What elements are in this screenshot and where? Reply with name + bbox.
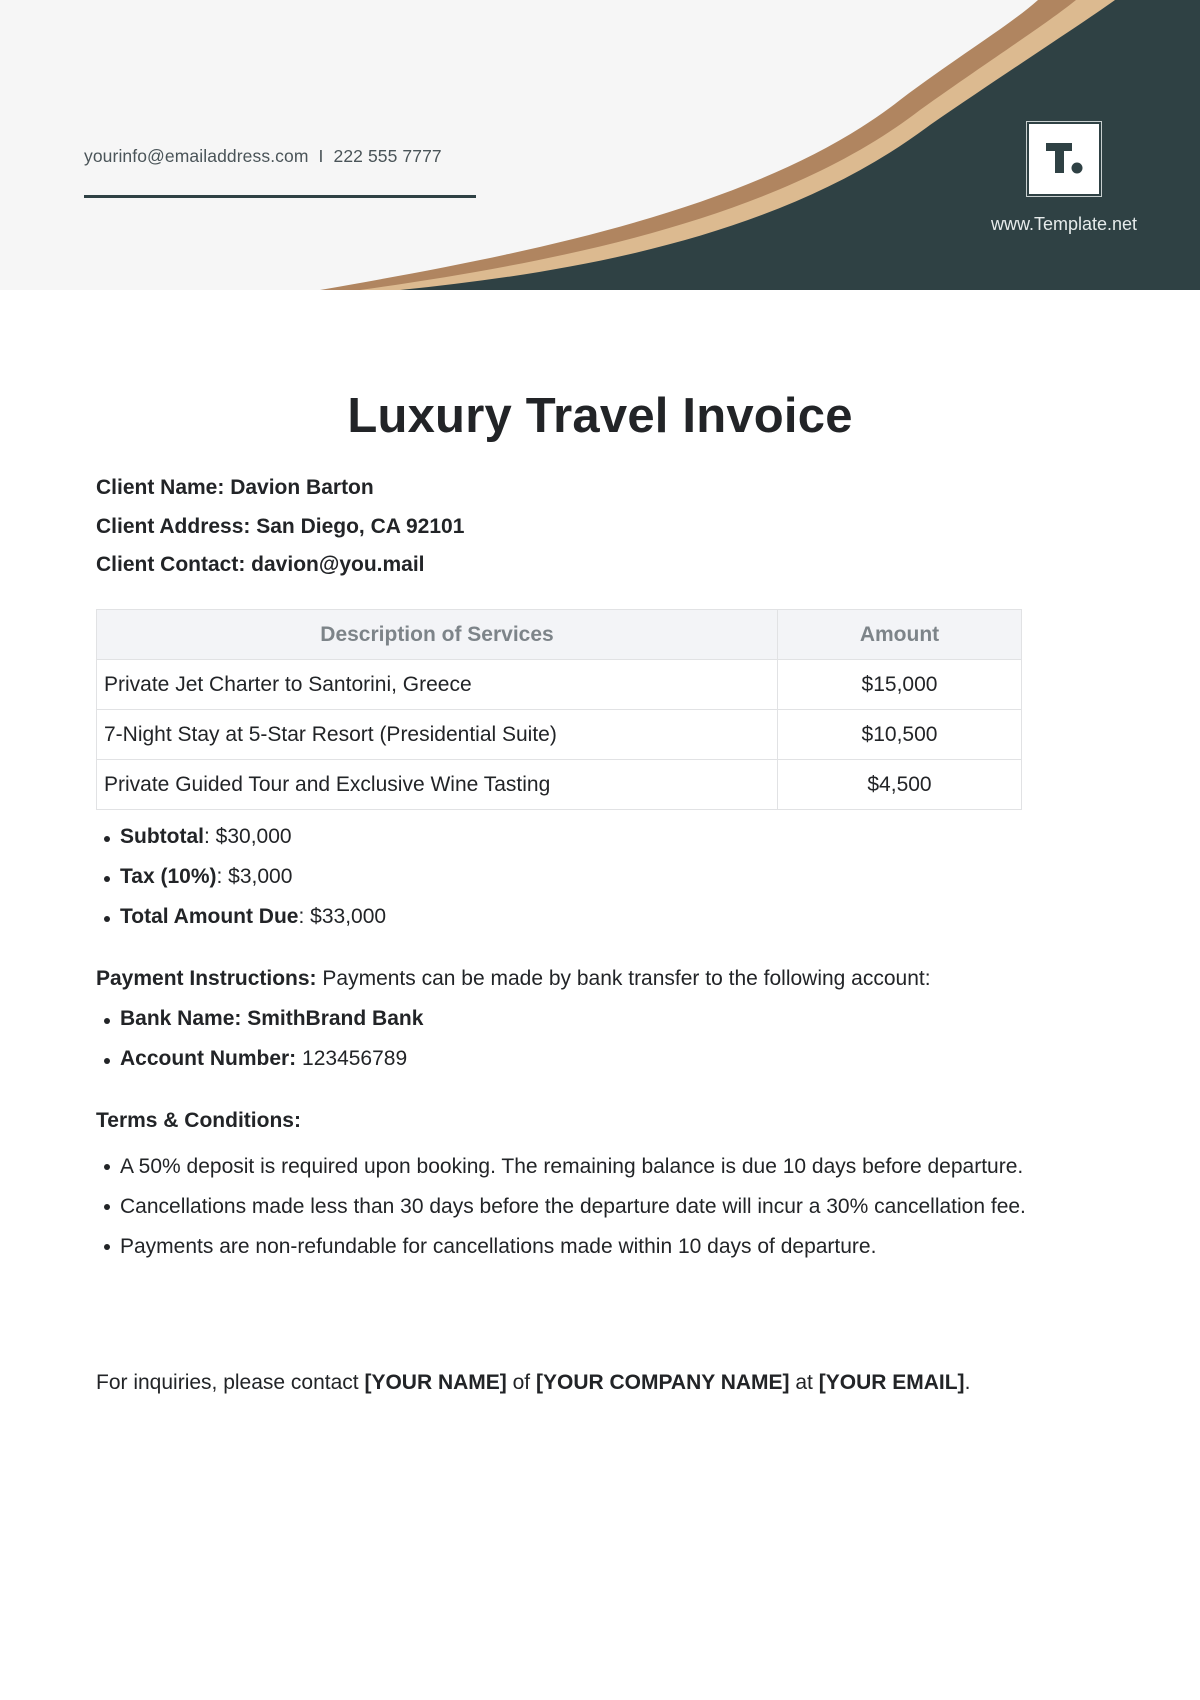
service-description: Private Jet Charter to Santorini, Greece	[97, 660, 778, 710]
bank-name-item: Bank Name: SmithBrand Bank	[102, 1005, 423, 1045]
contact-separator: I	[318, 146, 324, 166]
table-row	[97, 660, 1022, 710]
contact-info	[84, 146, 442, 167]
client-details	[96, 474, 464, 590]
terms-list	[102, 1147, 1074, 1267]
column-header-description: Description of Services	[97, 610, 778, 660]
services-table	[96, 609, 1022, 810]
table-header-row	[97, 610, 1022, 660]
placeholder-email: [YOUR EMAIL]	[818, 1371, 965, 1394]
totals-list	[102, 823, 386, 943]
contact-phone: 222 555 7777	[333, 146, 442, 166]
service-description: Private Guided Tour and Exclusive Wine Tasting	[97, 760, 778, 810]
payment-label: Payment Instructions:	[96, 967, 317, 990]
column-header-amount: Amount	[778, 610, 1022, 660]
service-amount: $4,500	[778, 760, 1022, 810]
total-due-item: Total Amount Due: $33,000	[102, 903, 386, 943]
placeholder-your-name: [YOUR NAME]	[364, 1371, 507, 1394]
table-row	[97, 710, 1022, 760]
contact-divider	[84, 195, 476, 198]
inquiries-note: For inquiries, please contact [YOUR NAME] of [YOUR COMPANY NAME] at [YOUR EMAIL].	[96, 1371, 971, 1394]
tax-item: Tax (10%): $3,000	[102, 863, 386, 903]
placeholder-company-name: [YOUR COMPANY NAME]	[535, 1371, 790, 1394]
client-contact: Client Contact: davion@you.mail	[96, 553, 425, 576]
client-name: Client Name: Davion Barton	[96, 476, 374, 499]
service-description: 7-Night Stay at 5-Star Resort (Presidential Suite)	[97, 710, 778, 760]
terms-item: Cancellations made less than 30 days before the departure date will incur a 30% cancellation fee.	[102, 1187, 1074, 1227]
company-logo	[1026, 121, 1102, 197]
contact-email: yourinfo@emailaddress.com	[84, 146, 309, 166]
service-amount: $15,000	[778, 660, 1022, 710]
table-row	[97, 760, 1022, 810]
website-url: www.Template.net	[990, 214, 1138, 234]
terms-heading: Terms & Conditions:	[96, 1109, 301, 1132]
decorative-wave	[0, 0, 1200, 290]
letterhead	[0, 0, 1200, 290]
payment-text: Payments can be made by bank transfer to the following account:	[322, 967, 931, 990]
subtotal-item: Subtotal: $30,000	[102, 823, 386, 863]
terms-item: A 50% deposit is required upon booking. The remaining balance is due 10 days before departure.	[102, 1147, 1074, 1187]
page-title: Luxury Travel Invoice	[347, 389, 853, 443]
bank-details-list	[102, 1005, 423, 1085]
client-address: Client Address: San Diego, CA 92101	[96, 514, 465, 538]
terms-item: Payments are non-refundable for cancellations made within 10 days of departure.	[102, 1227, 1074, 1267]
payment-instructions	[96, 965, 931, 993]
logo-t-icon	[1029, 124, 1098, 193]
service-amount: $10,500	[778, 710, 1022, 760]
account-number-item: Account Number: 123456789	[102, 1045, 423, 1085]
